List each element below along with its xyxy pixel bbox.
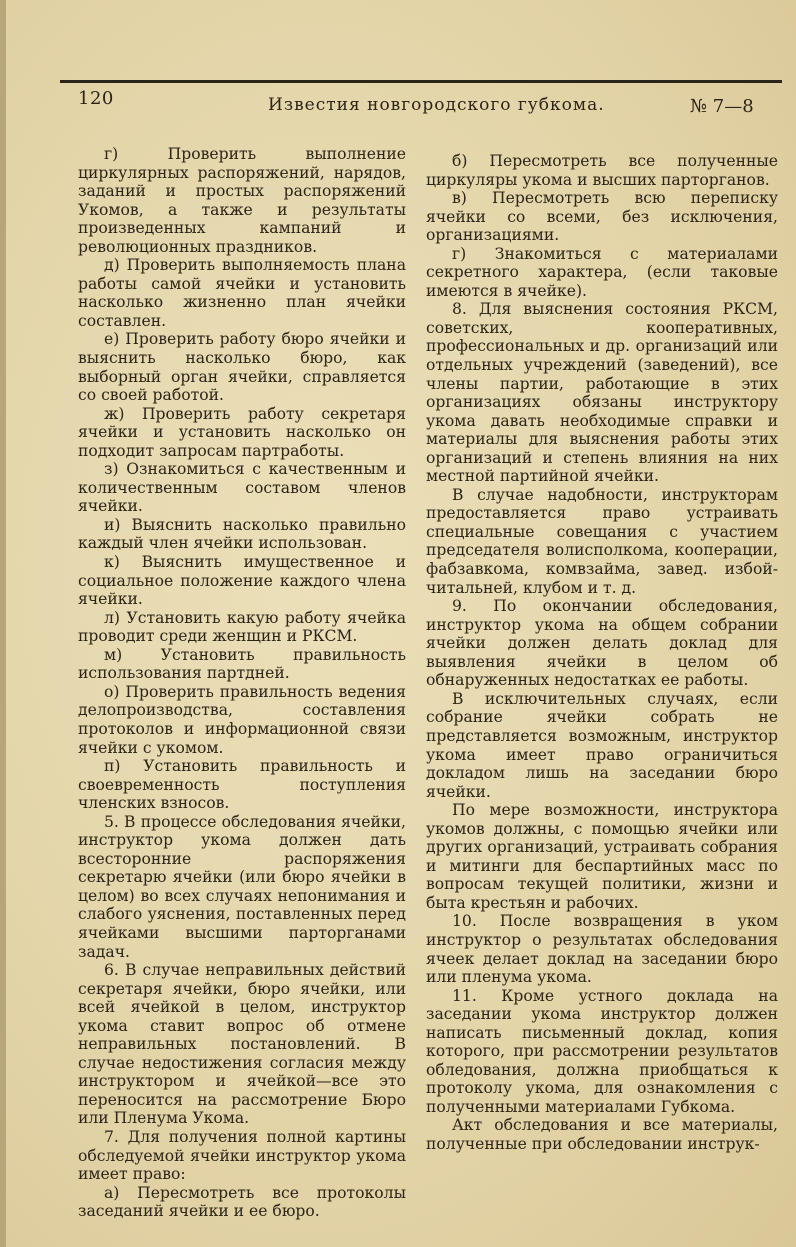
paragraph: е) Проверить работу бюро ячейки и выяснить насколько бюро, как выборный орган ячейки, справляется со своей работой. bbox=[78, 330, 406, 405]
issue-number: № 7—8 bbox=[690, 96, 754, 117]
paragraph: В случае надобности, инструкторам предоставляется право устраивать специальные совещания с участием председателя волисполкома, кооперации, фабзавкома, комвзайма, завед. избой-читальней, клубом и т. д. bbox=[426, 485, 778, 597]
paragraph: г) Знакомиться с материалами секретного характера, (если таковые имеются в ячейке). bbox=[426, 244, 778, 300]
page-number: 120 bbox=[78, 88, 114, 109]
header-rule bbox=[60, 80, 782, 83]
paragraph: д) Проверить выполняемость плана работы самой ячейки и установить насколько жизненно план ячейки составлен. bbox=[78, 256, 406, 330]
paragraph: Акт обследования и все материалы, полученные при обследовании инструк- bbox=[426, 1116, 778, 1153]
paragraph: 9. По окончании обследования, инструктор укома на общем собрании ячейки должен делать доклад для выявления ячейки в целом об обнаруженных недостатках ее работы. bbox=[426, 597, 778, 690]
paragraph: и) Выяснить насколько правильно каждый член ячейки использован. bbox=[78, 515, 406, 553]
paragraph: По мере возможности, инструктора укомов должны, с помощью ячейки или других организаций, устраивать собрания и митинги для беспартийных масс по вопросам текущей политики, жизни и быта крестьян и рабочих. bbox=[426, 801, 778, 912]
paragraph: а) Пересмотреть все протоколы заседаний ячейки и ее бюро. bbox=[78, 1183, 406, 1221]
paragraph: п) Установить правильность и своевременность поступления членских взносов. bbox=[78, 757, 406, 813]
right-column bbox=[426, 152, 778, 1154]
paragraph: б) Пересмотреть все полученные циркуляры укома и высших парторганов. bbox=[426, 152, 778, 189]
paragraph: к) Выяснить имущественное и социальное положение каждого члена ячейки. bbox=[78, 553, 406, 609]
paragraph: м) Установить правильность использования партдней. bbox=[78, 645, 406, 683]
paragraph: 7. Для получения полной картины обследуемой ячейки инструктор укома имеет право: bbox=[78, 1127, 406, 1184]
paragraph: з) Ознакомиться с качественным и количественным составом членов ячейки. bbox=[78, 460, 406, 516]
left-column bbox=[78, 145, 406, 1221]
page-edge bbox=[0, 0, 6, 1247]
paragraph: 5. В процессе обследования ячейки, инструктор укома должен дать всесторонние распоряжения секретарю ячейки (или бюро ячейки в целом) во всех случаях непонимания и слабого уяснения, поставленных перед ячейками высшими парторганами задач. bbox=[78, 812, 406, 961]
paragraph: в) Пересмотреть всю переписку ячейки со всеми, без исключения, организациями. bbox=[426, 189, 778, 245]
paragraph: ж) Проверить работу секретаря ячейки и установить насколько он подходит запросам партработы. bbox=[78, 404, 406, 460]
paragraph: 11. Кроме устного доклада на заседании укома инструктор должен написать письменный доклад, копия которого, при рассмотрении результатов обледования, должна приобщаться к протоколу укома, для ознакомления с полученными материалами Губкома. bbox=[426, 986, 778, 1116]
paragraph: о) Проверить правильность ведения делопроизводства, составления протоколов и информационной связи ячейки с укомом. bbox=[78, 682, 406, 757]
paragraph: л) Установить какую работу ячейка проводит среди женщин и РКСМ. bbox=[78, 608, 406, 646]
paragraph: г) Проверить выполнение циркулярных распоряжений, нарядов, заданий и простых распоряжений Укомов, а также и результаты произведенных кампаний и революционных праздников. bbox=[78, 145, 406, 256]
paragraph: 8. Для выяснения состояния РКСМ, советских, кооперативных, профессиональных и др. организаций или отдельных учреждений (заведений), все члены партии, работающие в этих организациях обязаны инструктору укома давать необходимые справки и материалы для выяснения работы этих организаций и степень влияния на них местной партийной ячейки. bbox=[426, 300, 778, 486]
running-head-title: Известия новгородского губкома. bbox=[268, 95, 605, 115]
paragraph: 6. В случае неправильных действий секретаря ячейки, бюро ячейки, или всей ячейкой в целом, инструктор укома ставит вопрос об отмене неправильных постановлений. В случае недостижения согласия между инструктором и ячейкой—все это переносится на рассмотрение Бюро или Пленума Укома. bbox=[78, 961, 406, 1128]
paragraph: В исключительных случаях, если собрание ячейки собрать не представляется возможным, инструктор укома имеет право ограничиться докладом лишь на заседании бюро ячейки. bbox=[426, 689, 778, 801]
paragraph: 10. После возвращения в уком инструктор о результатах обследования ячеек делает доклад на заседании бюро или пленума укома. bbox=[426, 912, 778, 987]
